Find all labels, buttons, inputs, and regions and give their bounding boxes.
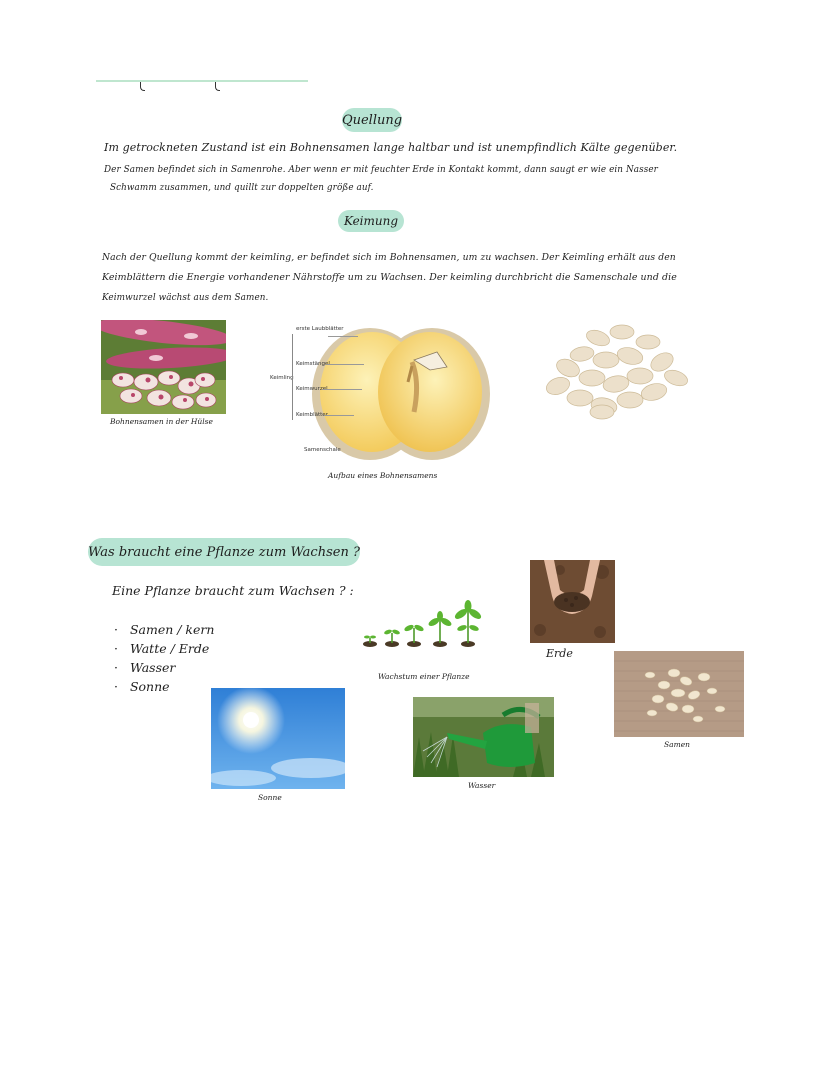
list-item: · Samen / kern (114, 620, 214, 639)
diagram-bracket (292, 334, 295, 420)
quellung-line-1: Im getrockneten Zustand ist ein Bohnensamen lange haltbar und ist unempfindlich Kälte gegenüber. (104, 141, 678, 154)
erde-caption: Erde (546, 647, 573, 660)
white-beans-image (538, 318, 694, 420)
quellung-line-2: Der Samen befindet sich in Samenrohe. Aber wenn er mit feuchter Erde in Kontakt kommt, dann saugt er wie ein Nasser (104, 165, 658, 175)
sonne-caption: Sonne (258, 793, 282, 802)
keimung-line-3: Keimwurzel wächst aus dem Samen. (102, 293, 269, 303)
needs-subheading: Eine Pflanze braucht zum Wachsen ? : (112, 583, 354, 598)
bean-diagram (262, 322, 494, 462)
diagram-label-keimling: Keimling (270, 375, 294, 381)
growth-caption: Wachstum einer Pflanze (378, 672, 470, 681)
diagram-label-laubblaetter: erste Laubblätter (296, 326, 344, 332)
sun-sky-image (211, 688, 345, 789)
diagram-caption: Aufbau eines Bohnensamens (328, 471, 438, 480)
plant-growth-image (360, 600, 486, 650)
beans-in-pod-image (101, 320, 226, 414)
list-item: · Sonne (114, 677, 214, 696)
heading-keimung: Keimung (338, 210, 404, 232)
diagram-leader-line (328, 336, 358, 337)
diagram-leader-line (326, 364, 364, 365)
diagram-leader-line (322, 389, 362, 390)
handwriting-fragment (215, 82, 220, 91)
diagram-label-samenschale: Samenschale (304, 447, 341, 453)
top-divider (96, 80, 308, 82)
seeds-on-burlap-image (614, 651, 744, 737)
keimung-line-1: Nach der Quellung kommt der keimling, er befindet sich im Bohnensamen, um zu wachsen. Der Keimling erhält aus den (102, 252, 676, 263)
needs-list (114, 620, 214, 696)
diagram-label-keimstaengel: Keimstängel (296, 361, 330, 367)
heading-quellung: Quellung (342, 108, 402, 132)
heading-was-braucht: Was braucht eine Pflanze zum Wachsen ? (88, 538, 360, 566)
keimung-line-2: Keimblättern die Energie vorhandener Nährstoffe um zu Wachsen. Der keimling durchbricht die Samenschale und die (102, 272, 677, 283)
diagram-label-keimblaetter: Keimblätter (296, 412, 328, 418)
diagram-label-keimwurzel: Keimwurzel (296, 386, 328, 392)
diagram-leader-line (324, 415, 354, 416)
beans-caption: Bohnensamen in der Hülse (110, 417, 213, 426)
watering-can-image (413, 697, 554, 777)
list-item: · Watte / Erde (114, 639, 214, 658)
list-item: · Wasser (114, 658, 214, 677)
handwriting-fragment (140, 82, 145, 91)
soil-in-hands-image (530, 560, 615, 643)
samen-caption: Samen (664, 740, 690, 749)
wasser-caption: Wasser (468, 781, 496, 790)
quellung-line-3: Schwamm zusammen, und quillt zur doppelten größe auf. (110, 183, 374, 193)
